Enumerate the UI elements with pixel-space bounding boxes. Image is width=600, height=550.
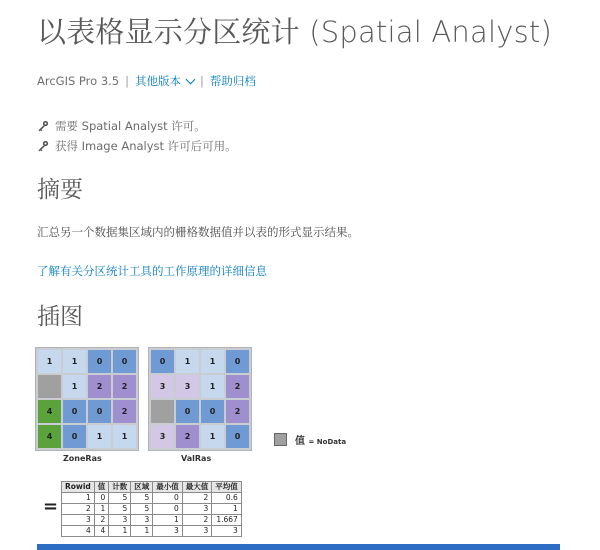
table-cell: 0 — [153, 493, 183, 504]
value-raster-cell: 3 — [151, 425, 174, 448]
table-cell: 4 — [94, 526, 109, 537]
table-cell: 5 — [109, 493, 131, 504]
table-cell: 0.6 — [212, 493, 242, 504]
zone-raster-cell: 1 — [113, 425, 136, 448]
value-raster-cell: 0 — [151, 350, 174, 373]
table-cell: 2 — [182, 493, 212, 504]
table-header-row — [62, 482, 242, 493]
table-row — [62, 493, 242, 504]
other-versions-label: 其他版本 — [135, 74, 181, 88]
value-raster-cell: 2 — [176, 425, 199, 448]
separator: | — [200, 74, 204, 88]
license-text-image: 获得 Image Analyst 许可后可用。 — [55, 139, 237, 153]
value-raster-cell: 3 — [151, 375, 174, 398]
value-raster-grid — [148, 347, 252, 451]
value-raster-label: ValRas — [181, 454, 212, 463]
section-divider-bar — [37, 544, 560, 550]
zone-raster-cell: 1 — [38, 350, 61, 373]
table-cell: 2 — [94, 515, 109, 526]
license-availability — [37, 138, 237, 154]
value-raster-cell: 2 — [226, 400, 249, 423]
table-cell: 1 — [212, 504, 242, 515]
version-bar — [37, 73, 256, 89]
zone-raster-cell: 1 — [63, 350, 86, 373]
table-cell: 3 — [131, 515, 153, 526]
equals-sign: = — [43, 496, 59, 517]
table-cell: 1 — [109, 526, 131, 537]
zone-raster-cell: 2 — [113, 400, 136, 423]
table-cell: 3 — [153, 526, 183, 537]
illustration-heading: 插图 — [37, 304, 83, 330]
zonal-stats-table — [61, 481, 242, 537]
table-column-header: 值 — [94, 482, 109, 493]
table-cell: 1 — [94, 504, 109, 515]
chevron-down-icon — [186, 75, 196, 85]
table-cell: 3 — [182, 526, 212, 537]
table-row — [62, 515, 242, 526]
zone-raster-cell: 0 — [88, 350, 111, 373]
table-body — [62, 493, 242, 537]
table-cell: 4 — [62, 526, 95, 537]
table-cell: 3 — [109, 515, 131, 526]
table-cell: 5 — [131, 493, 153, 504]
value-raster-cell: 3 — [176, 375, 199, 398]
zone-raster-cell — [38, 375, 61, 398]
table-column-header: Rowid — [62, 482, 95, 493]
table-cell: 1 — [131, 526, 153, 537]
zone-raster-grid — [35, 347, 139, 451]
value-raster-cell: 0 — [226, 425, 249, 448]
table-cell: 3 — [212, 526, 242, 537]
value-raster-cell: 0 — [226, 350, 249, 373]
table-column-header: 计数 — [109, 482, 131, 493]
zone-raster-cell: 2 — [113, 375, 136, 398]
learn-more-link[interactable]: 了解有关分区统计工具的工作原理的详细信息 — [37, 264, 267, 278]
key-icon — [37, 140, 49, 152]
value-raster-cell: 0 — [201, 400, 224, 423]
license-text-spatial: 需要 Spatial Analyst 许可。 — [55, 119, 206, 133]
license-requirement — [37, 118, 206, 134]
zone-raster-cell: 1 — [88, 425, 111, 448]
zone-raster-cell: 1 — [63, 375, 86, 398]
other-versions-link[interactable] — [135, 74, 194, 88]
zone-raster-cell: 2 — [88, 375, 111, 398]
value-raster-cell: 1 — [201, 375, 224, 398]
table-cell: 0 — [153, 504, 183, 515]
table-cell: 2 — [182, 515, 212, 526]
zone-raster-cell: 0 — [63, 400, 86, 423]
page-title: 以表格显示分区统计 (Spatial Analyst) — [37, 15, 552, 49]
table-cell: 1 — [153, 515, 183, 526]
table-cell: 5 — [109, 504, 131, 515]
table-column-header: 最小值 — [153, 482, 183, 493]
value-raster-cell: 1 — [176, 350, 199, 373]
value-raster-cell: 0 — [176, 400, 199, 423]
value-raster-cell: 1 — [201, 350, 224, 373]
separator: | — [125, 74, 129, 88]
table-cell: 0 — [94, 493, 109, 504]
zone-raster-cell: 4 — [38, 400, 61, 423]
nodata-legend — [295, 432, 346, 447]
legend-nodata-label: = NoData — [308, 438, 347, 446]
zone-raster-cell: 0 — [63, 425, 86, 448]
nodata-legend-swatch — [274, 433, 287, 446]
table-cell: 3 — [182, 504, 212, 515]
value-raster-cell: 2 — [226, 375, 249, 398]
summary-heading: 摘要 — [37, 177, 83, 203]
key-icon — [37, 120, 49, 132]
zone-raster-cell: 0 — [113, 350, 136, 373]
value-raster-cell: 1 — [201, 425, 224, 448]
summary-text: 汇总另一个数据集区域内的栅格数据值并以表的形式显示结果。 — [37, 225, 359, 239]
zone-raster-cell: 0 — [88, 400, 111, 423]
table-cell: 2 — [62, 504, 95, 515]
zone-raster-cell: 4 — [38, 425, 61, 448]
table-cell: 3 — [62, 515, 95, 526]
legend-value-label: 值 — [295, 436, 305, 447]
product-version: ArcGIS Pro 3.5 — [37, 74, 120, 88]
table-row — [62, 504, 242, 515]
table-cell: 5 — [131, 504, 153, 515]
help-archive-link[interactable]: 帮助归档 — [209, 74, 256, 88]
table-column-header: 平均值 — [212, 482, 242, 493]
table-cell: 1 — [62, 493, 95, 504]
zone-raster-label: ZoneRas — [63, 454, 102, 463]
table-cell: 1.667 — [212, 515, 242, 526]
value-raster-cell — [151, 400, 174, 423]
table-column-header: 区域 — [131, 482, 153, 493]
table-column-header: 最大值 — [182, 482, 212, 493]
table-row — [62, 526, 242, 537]
